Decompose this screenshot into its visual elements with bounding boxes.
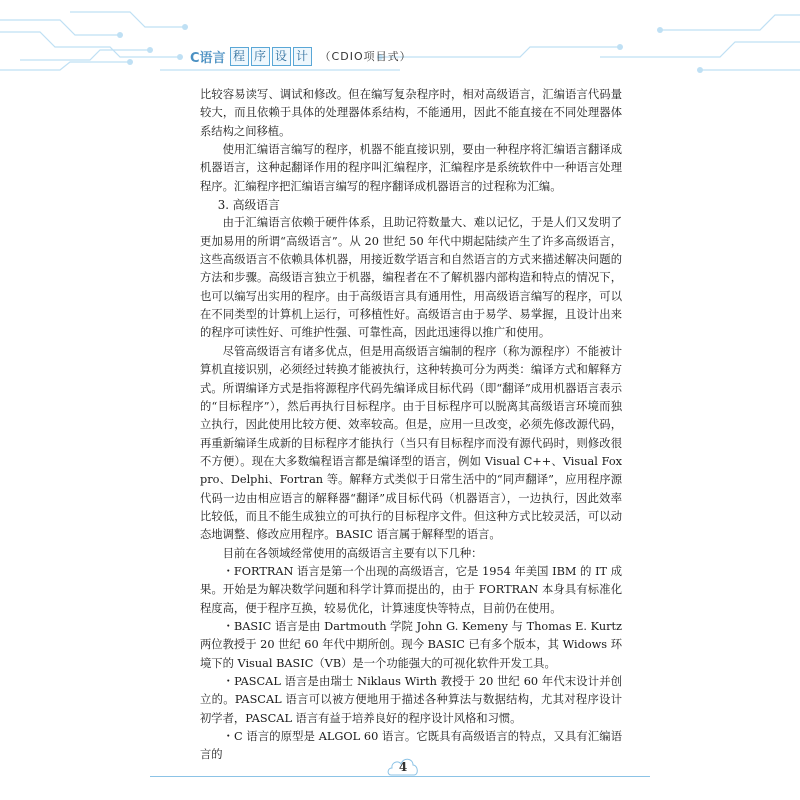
- circuit-decoration: [0, 0, 800, 80]
- header-char: 程: [230, 47, 249, 66]
- list-item: ・BASIC 语言是由 Dartmouth 学院 John G. Kemeny 与 Thomas E. Kurtz 两位教授于 20 世纪 60 年代中期所创。现今 BASIC 已有多个版本，其 Widows 环境下的 Visual BASIC（VB）是一个功能强大的可视化软件开发工具。: [200, 619, 622, 670]
- header-lang: C语言: [190, 50, 226, 66]
- page-number: [386, 754, 420, 776]
- header-subtitle: （CDIO项目式）: [319, 50, 412, 63]
- header-char: 计: [293, 47, 312, 66]
- header-char: 设: [272, 47, 291, 66]
- list-item: ・FORTRAN 语言是第一个出现的高级语言，它是 1954 年美国 IBM 的 IT 成果。开始是为解决数学问题和科学计算而提出的，由于 FORTRAN 本身具有标准化程度高，便于程序互换，较易优化，计算速度快等特点，目前仍在使用。: [200, 564, 622, 615]
- header-char: 序: [251, 47, 270, 66]
- running-header: [190, 44, 412, 68]
- page-number-text: 4: [398, 760, 408, 774]
- section-heading: 3. 高级语言: [217, 198, 280, 213]
- list-item: ・C 语言的原型是 ALGOL 60 语言。它既具有高级语言的特点，又具有汇编语言的: [200, 730, 622, 762]
- list-item: ・PASCAL 语言是由瑞士 Niklaus Wirth 教授于 20 世纪 60 年代末设计并创立的。PASCAL 语言可以被方便地用于描述各种算法与数据结构，尤其对程序设计初学者，PASCAL 语言有益于培养良好的程序设计风格和习惯。: [200, 675, 622, 725]
- paragraph: 尽管高级语言有诸多优点，但是用高级语言编制的程序（称为源程序）不能被计算机直接识别，必须经过转换才能被执行，这种转换可分为两类：编译方式和解释方式。所谓编译方式是指将源程序代码先编译成目标代码（即“翻译”成用机器语言表示的“目标程序”），然后再执行目标程序。由于目标程序可以脱离其高级语言环境而独立执行，因此使用比较方便、效率较高。但是，应用一旦改变，必须先修改源代码，再重新编译生成新的目标程序才能执行（当只有目标程序而没有源代码时，则修改很不方便）。现在大多数编程语言都是编译型的语言，例如 Visual C++、Visual Foxpro、Delphi、Fortran 等。解释方式类似于日常生活中的“同声翻译”，应用程序源代码一边由相应语言的解释器“翻译”成目标代码（机器语言），一边执行，因此效率比较低，而且不能生成独立的可执行的目标程序文件。但这种方式比较灵活，可以动态地调整、修改应用程序。BASIC 语言属于解释型的语言。: [200, 344, 622, 542]
- paragraph: 使用汇编语言编写的程序，机器不能直接识别，要由一种程序将汇编语言翻译成机器语言，这种起翻译作用的程序叫汇编程序，汇编程序是系统软件中一种语言处理程序。汇编程序把汇编语言编写的程序翻译成机器语言的过程称为汇编。: [200, 143, 622, 193]
- paragraph: 目前在各领域经常使用的高级语言主要有以下几种：: [222, 546, 483, 560]
- page-body: [200, 86, 622, 765]
- footer-rule: [150, 776, 650, 777]
- paragraph: 比较容易读写、调试和修改。但在编写复杂程序时，相对高级语言，汇编语言代码量较大，而且依赖于具体的处理器体系结构，不能通用，因此不能直接在不同处理器体系结构之间移植。: [200, 88, 622, 138]
- paragraph: 由于汇编语言依赖于硬件体系，且助记符数量大、难以记忆，于是人们又发明了更加易用的所谓“高级语言”。从 20 世纪 50 年代中期起陆续产生了许多高级语言，这些高级语言不依赖具体机器，用接近数学语言和自然语言的方式来描述解决问题的方法和步骤。高级语言独立于机器，编程者在不了解机器内部构造和特点的情况下，也可以编写出实用的程序。由于高级语言具有通用性，用高级语言编写的程序，可以在不同类型的计算机上运行，可移植性好。高级语言由于易学、易掌握，且设计出来的程序可读性好、可维护性强、可靠性高，因此迅速得以推广和使用。: [200, 216, 622, 340]
